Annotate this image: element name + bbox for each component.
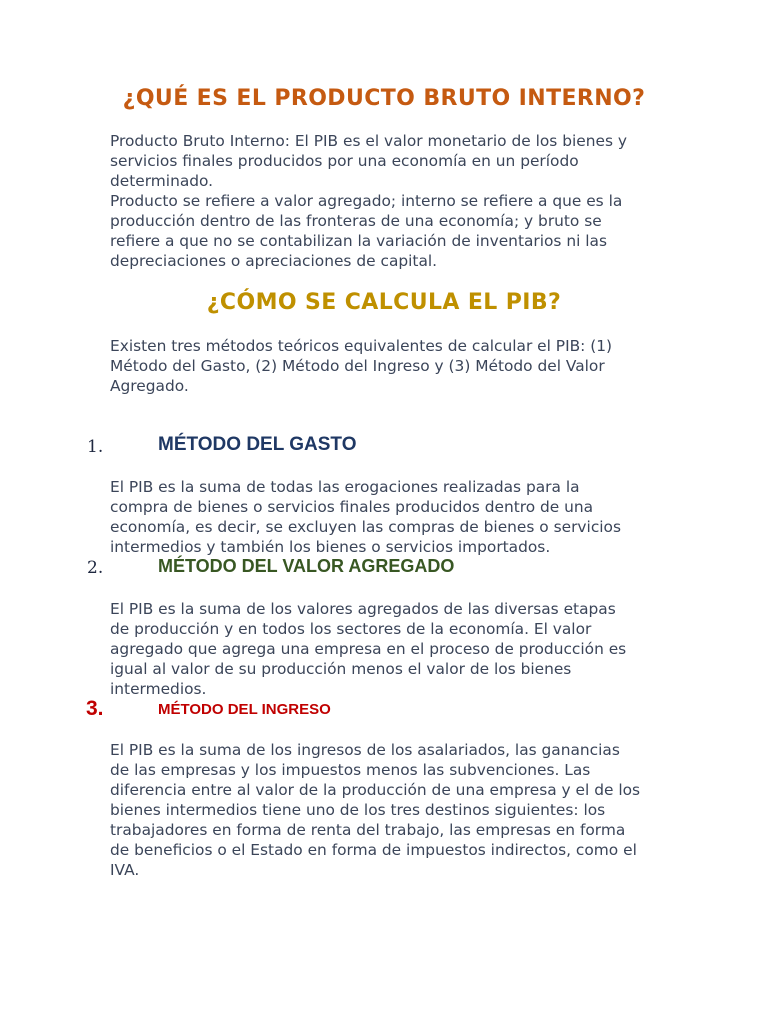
section-body-line: intermedios. bbox=[110, 680, 207, 698]
intro-line: refiere a que no se contabilizan la variación de inventarios ni las bbox=[110, 232, 607, 250]
section-heading-income-method: MÉTODO DEL INGRESO bbox=[158, 701, 331, 718]
intro-paragraph bbox=[110, 131, 670, 271]
section-body-spending bbox=[110, 477, 670, 557]
intro-line: Producto Bruto Interno: El PIB es el valor monetario de los bienes y bbox=[110, 132, 627, 150]
title-how-to-calculate-gdp: ¿CÓMO SE CALCULA EL PIB? bbox=[206, 290, 562, 315]
section-body-line: agregado que agrega una empresa en el proceso de producción es bbox=[110, 640, 627, 658]
section-body-value-added bbox=[110, 599, 670, 699]
section-body-line: de beneficios o el Estado en forma de impuestos indirectos, como el bbox=[110, 841, 637, 859]
intro-line: producción dentro de las fronteras de una economía; y bruto se bbox=[110, 212, 602, 230]
section-body-line: diferencia entre al valor de la producción de una empresa y el de los bbox=[110, 781, 641, 799]
section-body-line: compra de bienes o servicios finales producidos dentro de una bbox=[110, 498, 594, 516]
section-heading-spending-method: MÉTODO DEL GASTO bbox=[158, 434, 357, 455]
section-body-line: El PIB es la suma de todas las erogaciones realizadas para la bbox=[110, 478, 580, 496]
section-body-line: de producción y en todos los sectores de la economía. El valor bbox=[110, 620, 592, 638]
intro-line: Producto se refiere a valor agregado; interno se refiere a que es la bbox=[110, 192, 623, 210]
section-body-line: El PIB es la suma de los valores agregados de las diversas etapas bbox=[110, 600, 616, 618]
intro-line: depreciaciones o apreciaciones de capital. bbox=[110, 252, 438, 270]
section-heading-value-added-method: MÉTODO DEL VALOR AGREGADO bbox=[158, 556, 455, 576]
methods-intro-paragraph bbox=[110, 336, 670, 396]
section-body-line: intermedios y también los bienes o servicios importados. bbox=[110, 538, 551, 556]
section-body-line: bienes intermedios tiene uno de los tres destinos siguientes: los bbox=[110, 801, 606, 819]
section-number: 3. bbox=[86, 697, 104, 720]
intro-line: servicios finales producidos por una economía en un período bbox=[110, 152, 579, 170]
section-body-income bbox=[110, 740, 670, 880]
section-body-line: de las empresas y los impuestos menos las subvenciones. Las bbox=[110, 761, 591, 779]
section-number: 2. bbox=[87, 558, 104, 578]
section-body-line: igual al valor de su producción menos el valor de los bienes bbox=[110, 660, 572, 678]
intro-line: determinado. bbox=[110, 172, 214, 190]
section-body-line: economía, es decir, se excluyen las compras de bienes o servicios bbox=[110, 518, 621, 536]
section-number: 1. bbox=[87, 437, 104, 457]
methods-intro-line: Método del Gasto, (2) Método del Ingreso y (3) Método del Valor bbox=[110, 357, 605, 375]
methods-intro-line: Existen tres métodos teóricos equivalentes de calcular el PIB: (1) bbox=[110, 337, 613, 355]
section-body-line: trabajadores en forma de renta del trabajo, las empresas en forma bbox=[110, 821, 626, 839]
methods-intro-line: Agregado. bbox=[110, 377, 189, 395]
title-what-is-gdp: ¿QUÉ ES EL PRODUCTO BRUTO INTERNO? bbox=[122, 86, 646, 111]
section-body-line: IVA. bbox=[110, 861, 140, 879]
section-body-line: El PIB es la suma de los ingresos de los asalariados, las ganancias bbox=[110, 741, 620, 759]
